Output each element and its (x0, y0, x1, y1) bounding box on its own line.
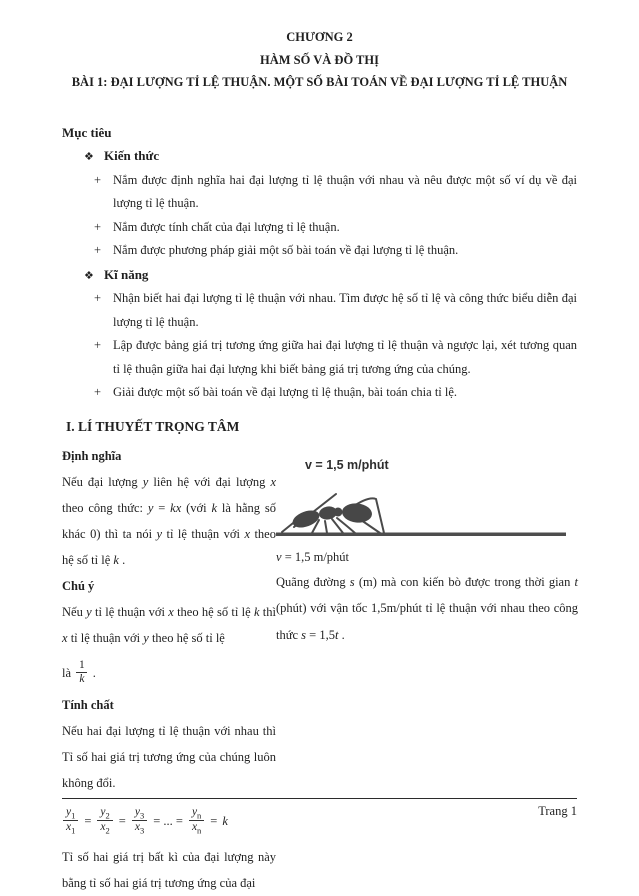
numerator-sub: 3 (139, 810, 145, 821)
property-paragraph-2: Tỉ số hai giá trị bất kì của đại lượng này bằng tỉ số hai giá trị tương ứng của đại (62, 849, 276, 890)
equals-sign: = (210, 813, 218, 828)
objective-section-title: Kiến thức (104, 148, 160, 163)
numerator-sub: 1 (71, 810, 76, 821)
plus-marker: + (94, 291, 102, 305)
example-column (276, 443, 578, 649)
objective-item (62, 334, 577, 381)
chapter-header (0, 0, 639, 94)
figure-caption: v = 1,5 m/phút (276, 549, 350, 564)
denominator: x (66, 821, 72, 833)
numerator: y (100, 806, 106, 819)
one-over-k-fraction (76, 659, 88, 685)
note-paragraph: Nếu y tỉ lệ thuận với x theo hệ số tỉ lệ k thì x tỉ lệ thuận với y theo hệ số tỉ lệ (62, 604, 276, 645)
objective-item-text: Nhận biết hai đại lượng tỉ lệ thuận với nhau. Tìm được hệ số tỉ lệ và công thức biểu diễn đại lượng tỉ lệ thuận. (113, 291, 577, 329)
denominator-sub: n (197, 825, 202, 836)
denominator: x (134, 821, 140, 833)
denominator-sub: 1 (71, 825, 76, 836)
note-title: Chú ý (62, 578, 95, 593)
objective-item (62, 287, 577, 334)
objective-section-kien-thuc (62, 144, 577, 169)
chapter-title: CHƯƠNG 2 (286, 30, 353, 44)
objective-item-text: Lập được bảng giá trị tương ứng giữa hai đại lượng tỉ lệ thuận và ngược lại, xét tương quan tỉ lệ thuận giữa hai đại lượng khi biết bảng giá trị tương ứng của chúng. (113, 338, 577, 376)
numerator: y (191, 806, 198, 819)
period: . (92, 665, 96, 680)
equals-sign: = (84, 813, 92, 828)
definition-title: Định nghĩa (62, 448, 122, 463)
lesson-title: BÀI 1: ĐẠI LƯỢNG TỈ LỆ THUẬN. MỘT SỐ BÀI TOÁN VỀ ĐẠI LƯỢNG TỈ LỆ THUẬN (71, 75, 568, 89)
ant-illustration (276, 475, 566, 539)
numerator: y (134, 806, 140, 819)
ant-body (290, 501, 373, 530)
property-paragraph-1: Nếu hai đại lượng tỉ lệ thuận với nhau thì Tỉ số hai giá trị tương ứng của chúng luôn không đổi. (62, 723, 276, 790)
page-number: Trang 1 (538, 804, 577, 818)
plus-marker: + (94, 172, 102, 187)
objective-item-text: Nắm được phương pháp giải một số bài toán về đại lượng tỉ lệ thuận. (113, 243, 459, 257)
objective-item-text: Nắm được định nghĩa hai đại lượng tỉ lệ thuận với nhau và nêu được một số ví dụ về đại lượng tỉ lệ thuận. (113, 172, 577, 210)
plus-marker: + (94, 338, 102, 352)
definition-paragraph: Nếu đại lượng y liên hệ với đại lượng x theo công thức: y = kx (với k là hằng số khác 0) thì ta nói y tỉ lệ thuận với x theo hệ số tỉ lệ k . (62, 474, 276, 567)
ant-speed-label: v = 1,5 m/phút (305, 457, 389, 472)
objective-section-ki-nang (62, 263, 577, 288)
la-text: là (62, 665, 72, 680)
ellipsis-equals: = ... = (153, 813, 183, 828)
denominator-sub: 3 (139, 825, 145, 836)
plus-marker: + (94, 219, 102, 234)
denominator: x (191, 821, 198, 833)
equals-sign: = (118, 813, 126, 828)
objectives-heading: Mục tiêu (62, 124, 112, 140)
example-paragraph: Quãng đường s (m) mà con kiến bò được trong thời gian t (phút) với vận tốc 1,5m/phút tỉ lệ thuận với nhau theo công thức s = 1,5t . (276, 574, 578, 642)
theory-heading: I. LÍ THUYẾT TRỌNG TÂM (66, 418, 240, 434)
objective-item (62, 169, 577, 216)
note-fraction-line (62, 656, 276, 690)
objective-item (62, 216, 577, 240)
property-title: Tính chất (62, 697, 114, 712)
k-constant: k (222, 813, 228, 828)
objective-item-text: Nắm được tính chất của đại lượng tỉ lệ thuận. (113, 219, 340, 234)
plus-marker: + (94, 385, 102, 399)
page-footer (62, 798, 577, 819)
ground-line (276, 532, 566, 536)
numerator-sub: 2 (105, 810, 110, 821)
fraction-denominator: k (76, 672, 87, 686)
two-column-layout (62, 443, 577, 896)
objective-item (62, 239, 577, 263)
denominator-sub: 2 (105, 825, 110, 836)
numerator-sub: n (197, 810, 202, 821)
chapter-subtitle: HÀM SỐ VÀ ĐỒ THỊ (259, 52, 379, 67)
objective-item (62, 381, 577, 405)
page-content (62, 121, 577, 896)
objective-section-title: Kĩ năng (104, 266, 149, 282)
numerator: y (66, 806, 72, 819)
objective-item-text: Giải được một số bài toán về đại lượng tỉ lệ thuận, bài toán chia tỉ lệ. (113, 385, 458, 399)
fraction-numerator: 1 (79, 659, 85, 672)
diamond-bullet-icon: ❖ (84, 268, 94, 282)
theory-column (62, 443, 276, 896)
diamond-bullet-icon: ❖ (84, 150, 94, 163)
plus-marker: + (94, 243, 102, 257)
ant-figure (276, 457, 578, 539)
denominator: x (100, 821, 106, 833)
